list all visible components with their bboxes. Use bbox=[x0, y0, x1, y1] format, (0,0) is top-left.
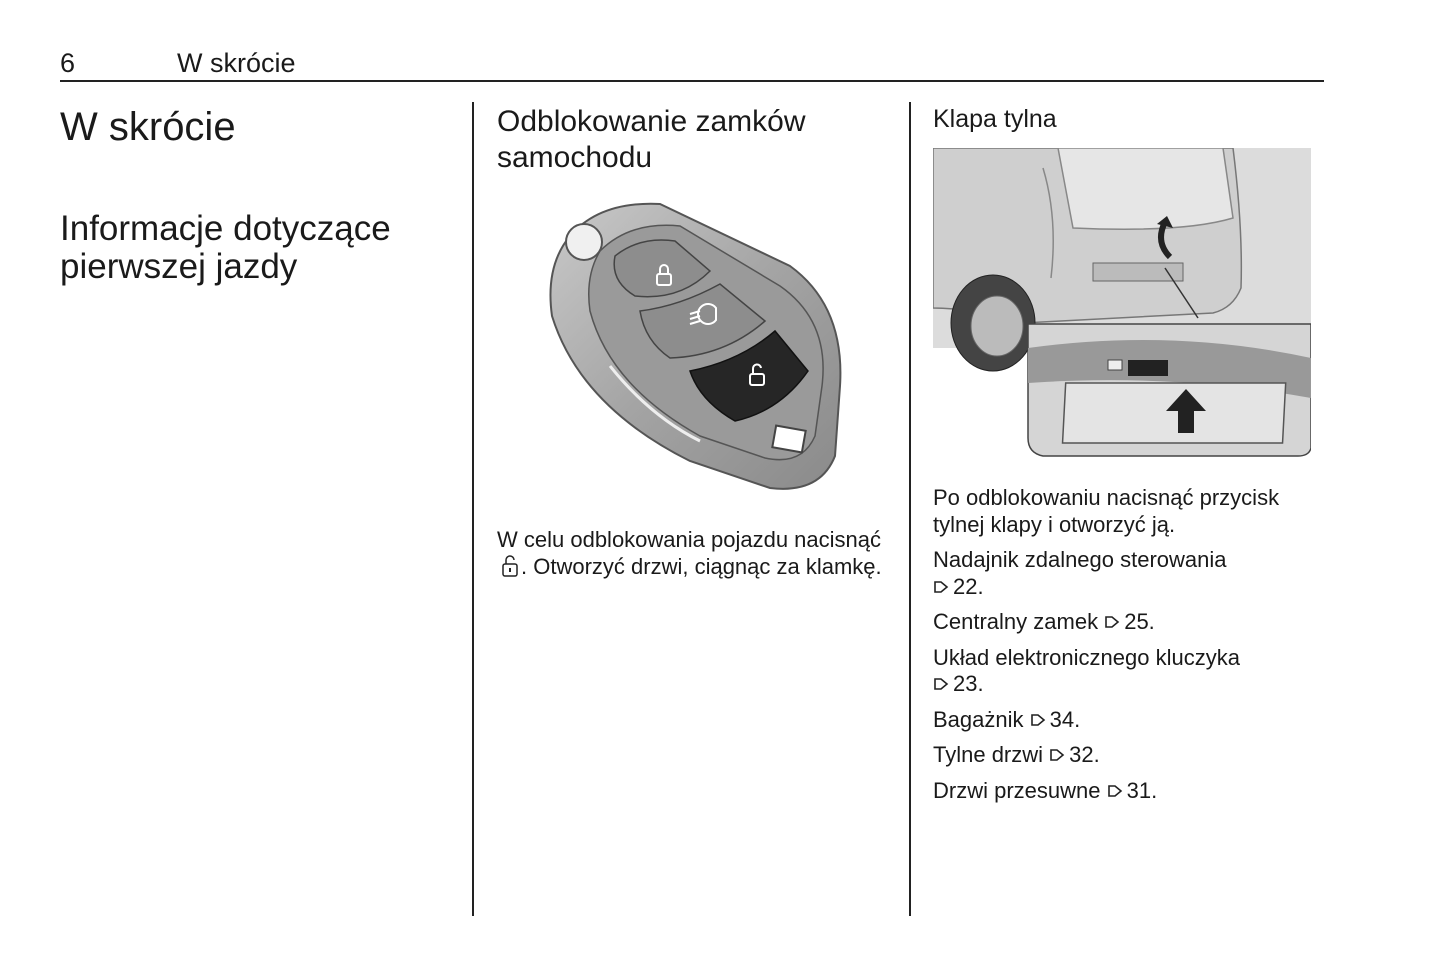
page-ref-arrow-icon bbox=[1049, 747, 1065, 763]
ref-item[interactable] bbox=[933, 778, 1323, 805]
unlock-instructions bbox=[497, 527, 892, 580]
tailgate-text bbox=[933, 485, 1323, 813]
page-ref-arrow-icon bbox=[1107, 783, 1123, 799]
ref-label: Nadajnik zdalnego sterowania bbox=[933, 547, 1227, 572]
ref-label: Układ elektronicznego kluczyka bbox=[933, 644, 1240, 670]
running-header: W skrócie bbox=[177, 48, 296, 78]
section-title: Informacje dotyczące pierwszej jazdy bbox=[60, 209, 391, 286]
page-ref-arrow-icon bbox=[1104, 614, 1120, 630]
tailgate-heading: Klapa tylna bbox=[933, 105, 1057, 133]
header-rule bbox=[60, 80, 1324, 82]
ref-page: 31. bbox=[1126, 777, 1158, 803]
ref-label: Centralny zamek bbox=[933, 609, 1099, 634]
ref-page: 32. bbox=[1069, 742, 1100, 767]
key-fob-illustration bbox=[540, 196, 850, 496]
unlock-heading: Odblokowanie zamków samochodu bbox=[497, 105, 806, 174]
ref-page: 23. bbox=[953, 671, 984, 696]
unlock-text-2: . Otworzyć drzwi, ciągnąc za klamkę. bbox=[521, 553, 882, 579]
page-ref-arrow-icon bbox=[1030, 712, 1046, 728]
column-divider bbox=[472, 102, 474, 916]
ref-label: Drzwi przesuwne bbox=[933, 777, 1101, 803]
chapter-title: W skrócie bbox=[60, 105, 236, 149]
page-ref-arrow-icon bbox=[933, 579, 949, 595]
unlock-text-1: W celu odblokowania pojazdu nacisnąć bbox=[497, 527, 882, 552]
ref-page: 22. bbox=[953, 573, 984, 599]
ref-item[interactable] bbox=[933, 645, 1323, 698]
ref-item[interactable] bbox=[933, 742, 1323, 769]
tailgate-intro: Po odblokowaniu nacisnąć przycisk tylnej klapy i otworzyć ją. bbox=[933, 485, 1280, 537]
page-number: 6 bbox=[60, 48, 76, 78]
tailgate-illustration bbox=[933, 148, 1311, 458]
ref-label: Tylne drzwi bbox=[933, 742, 1044, 767]
ref-label: Bagażnik bbox=[933, 706, 1024, 732]
ref-page: 34. bbox=[1049, 706, 1081, 732]
ref-item[interactable] bbox=[933, 609, 1323, 636]
page-ref-arrow-icon bbox=[933, 676, 949, 692]
unlock-icon bbox=[501, 554, 519, 578]
ref-page: 25. bbox=[1124, 609, 1155, 634]
column-divider bbox=[909, 102, 911, 916]
ref-item[interactable] bbox=[933, 707, 1323, 734]
ref-item[interactable] bbox=[933, 547, 1323, 600]
